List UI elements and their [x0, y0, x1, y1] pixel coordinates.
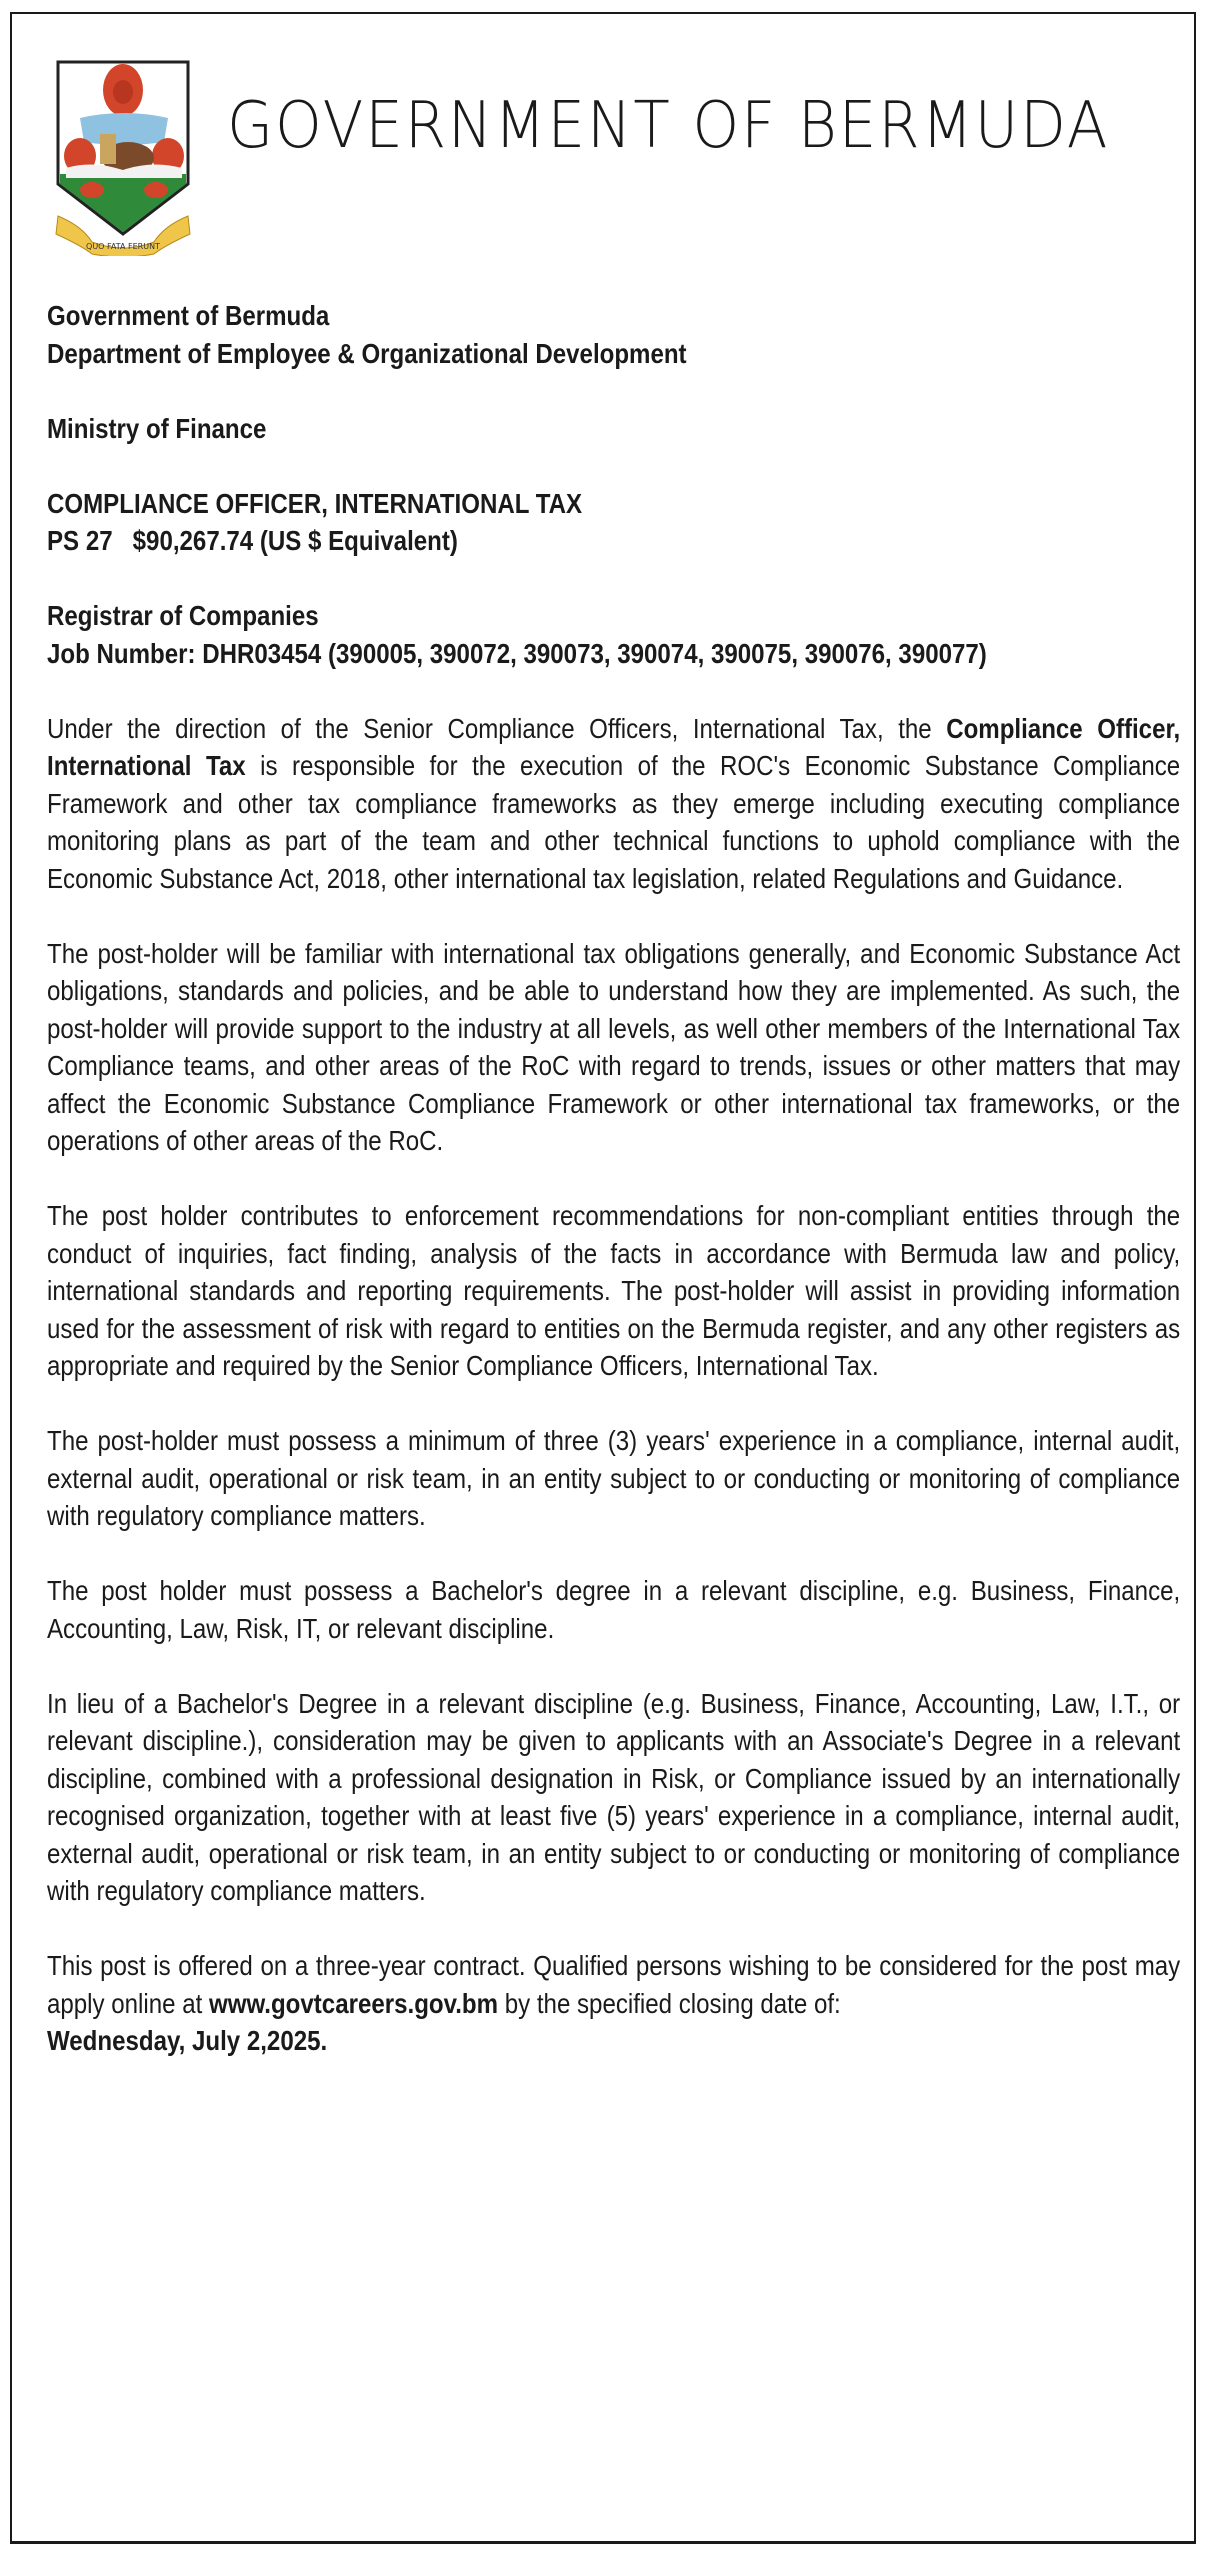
coat-of-arms-logo	[52, 56, 194, 256]
paragraph-experience-requirement: The post-holder must possess a minimum of three (3) years' experience in a compliance, internal audit, external audit, operational or risk team, in an entity subject to or conducting or monitoring of compliance with regulatory compliance matters.	[47, 1425, 1181, 1531]
closing-date: Wednesday, July 2,2025.	[47, 2025, 328, 2056]
paragraph-degree-requirement: The post holder must possess a Bachelor's degree in a relevant discipline, e.g. Business, Finance, Accounting, Law, Risk, IT, or relevant discipline.	[47, 1575, 1181, 1644]
grade-salary: PS 27 $90,267.74 (US $ Equivalent)	[47, 525, 458, 556]
coat-of-arms-icon	[52, 56, 194, 256]
unit-name: Registrar of Companies	[47, 600, 319, 631]
ministry-name: Ministry of Finance	[47, 412, 267, 444]
paragraph-familiarity: The post-holder will be familiar with international tax obligations generally, and Economic Substance Act obligations, standards and policies, and be able to understand how they are implemented. As such, the post-holder will provide support to the industry at all levels, as well other members of the International Tax Compliance teams, and other areas of the RoC with regard to trends, issues or other matters that may affect the Economic Substance Compliance Framework or other international tax frameworks, or the operations of other areas of the RoC.	[47, 937, 1181, 1156]
role-emphasis: Compliance Officer, International Tax	[47, 712, 1181, 781]
svg-text:QUO FATA FERUNT: QUO FATA FERUNT	[86, 242, 160, 251]
paragraph-role-overview	[47, 710, 1180, 898]
government-wordmark: GOVERNMENT OF BERMUDA	[227, 89, 1110, 163]
department-name: Department of Employee & Organizational Development	[47, 337, 687, 369]
paragraph-text: is responsible for the execution of the ROC's Economic Substance Compliance Framework and other tax compliance frameworks as they emerge including executing compliance monitoring plans as part of the team and other technical functions to uphold compliance with the Economic Substance Act, 2018, other international tax legislation, related Regulations and Guidance.	[47, 750, 1181, 894]
paragraph-alternative-qualification: In lieu of a Bachelor's Degree in a relevant discipline (e.g. Business, Finance, Accounting, Law, I.T., or relevant discipline.), consideration may be given to applicants with an Associate's Degree in a relevant discipline, combined with a professional designation in Risk, or Compliance issued by an internationally recognised organization, together with at least five (5) years' experience in a compliance, internal audit, external audit, operational or risk team, in an entity subject to or conducting or monitoring of compliance with regulatory compliance matters.	[47, 1687, 1181, 1906]
paragraph-text: by the specified closing date of:	[498, 1987, 841, 2019]
careers-website-link[interactable]: www.govtcareers.gov.bm	[208, 1987, 499, 2019]
job-number: Job Number: DHR03454 (390005, 390072, 390073, 390074, 390075, 390076, 390077)	[47, 637, 987, 669]
paragraph-text: Under the direction of the Senior Compliance Officers, International Tax, the	[47, 712, 947, 744]
job-advert-frame	[10, 12, 1196, 2544]
paragraph-enforcement: The post holder contributes to enforcement recommendations for non-compliant entities through the conduct of inquiries, fact finding, analysis of the facts in accordance with Bermuda law and policy, international standards and reporting requirements. The post-holder will assist in providing information used for the assessment of risk with regard to entities on the Bermuda register, and any other registers as appropriate and required by the Senior Compliance Officers, International Tax.	[47, 1200, 1181, 1381]
paragraph-application	[47, 1947, 1180, 2022]
advert-body	[47, 297, 1180, 2060]
position-title: COMPLIANCE OFFICER, INTERNATIONAL TAX	[47, 487, 583, 519]
paragraph-text: This post is offered on a three-year contract. Qualified persons wishing to be considered for the post may apply online at	[47, 1950, 1181, 2019]
government-name: Government of Bermuda	[47, 300, 330, 331]
